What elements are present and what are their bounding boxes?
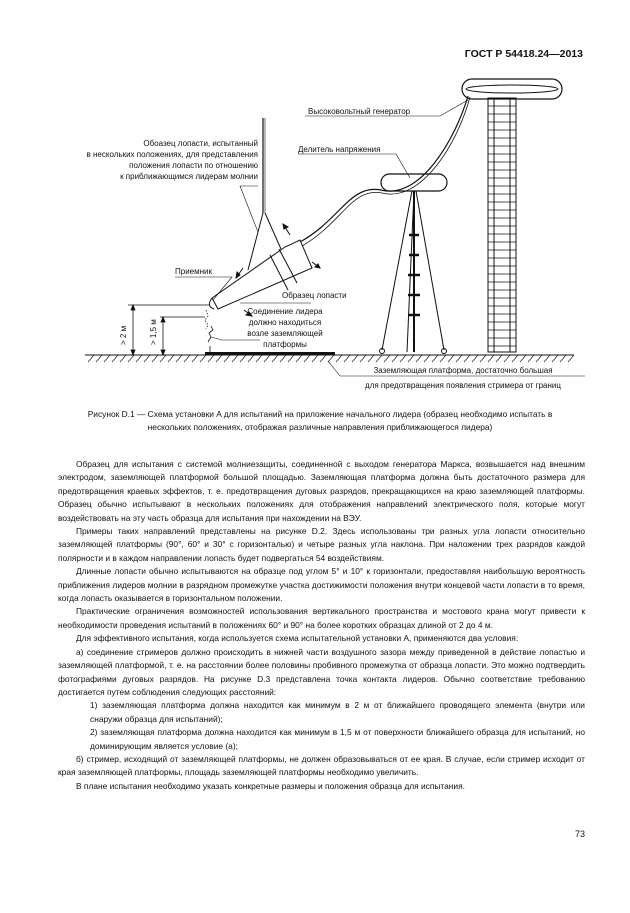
- label-blade-sample: Образец лопасти: [282, 291, 347, 300]
- label-leader-join: [247, 307, 323, 349]
- page-number: 73: [574, 829, 585, 839]
- label-sample-line: положения лопасти по отношению: [129, 161, 258, 170]
- figure-caption: Рисунок D.1 — Схема установки A для испытаний на приложение начального лидера (образец необходимо испытать в нескольких положениях, отображая различные направления приближающегося лидера): [87, 409, 553, 432]
- label-hv-generator: Высоковольтный генератор: [308, 107, 411, 116]
- paragraph: Образец для испытания с системой молниезащиты, соединенной с выходом генератора Маркса, возвышается над внешним электродом, заземляющей платформой большой площадью. Заземляющая платформа должна быть достаточного размера для предотвращения краевых эффектов, т. е. предотвращения дуговых разрядов, прекращающихся на краю заземляющей платформы. Образец обычно испытывают в нескольких положениях для отображения направлений электрического поля, которые могут воздействовать на эту часть образца для испытания при нахождении на ВЭУ.: [58, 459, 585, 523]
- label-sample-line: к приближающимся лидерам молнии: [120, 172, 258, 181]
- paragraph: a) соединение стримеров должно происходить в нижней части воздушного зазора между приведенной в действие лопастью и заземляющей платформой, т. е. на расстоянии более половины пробивного промежутка от образца лопасти. Это можно подтвердить фотографиями дуговых разрядов. На рисунке D.3 представлена точка контакта лидеров. Обычно соответствие требованию достигается путем соблюдения следующих расстояний:: [58, 646, 585, 697]
- paragraph: Длинные лопасти обычно испытываются на образце под углом 5° и 10° к горизонтали, предоставляя наибольшую вероятность приближения лидеров молнии в разрядном промежутке участка достижимости положения внутри концевой части лопасти в то время, когда лопасть оказывается в горизонтальном положении.: [58, 566, 585, 604]
- dimension-lines: [128, 305, 210, 355]
- ground-platform: [205, 352, 335, 355]
- hv-cable: [300, 96, 468, 242]
- paragraph: Примеры таких направлений представлены на рисунке D.2. Здесь использованы три разных угла лопасти относительно заземляющей платформы (90°, 60° и 30° с горизонталью) и четыре разных угла наклона. При наложении трех разрядов каждой полярности и в каждом направлении лопасть будет подвергаться 54 воздействиям.: [58, 526, 585, 563]
- list-item: 2) заземляющая платформа должна находится как минимум в 1,5 м от поверхности ближайшего образца для испытаний, но доминирующим является условие (a);: [90, 727, 585, 751]
- label-dim-15m: > 1,5 м: [149, 319, 158, 345]
- list-item: 1) заземляющая платформа должна находится как минимум в 2 м от ближайшего проводящего элемента (внутри или снаружи образца для испытаний);: [90, 700, 585, 724]
- label-ground-platform-line: Заземляющая платформа, достаточно большая: [373, 366, 553, 375]
- hv-generator: [462, 79, 562, 352]
- label-leader-join-line: должно находиться: [248, 318, 322, 327]
- paragraph: Практические ограничения возможностей использования вертикального пространства и мостового крана могут привести к необходимости проведения испытаний в положениях 60° и 90° на более коротких образцах длиной от 2 до 4 м.: [58, 606, 585, 630]
- label-leader-join-line: платформы: [263, 340, 307, 349]
- label-divider: Делитель напряжения: [298, 145, 381, 154]
- paragraph: Для эффективного испытания, когда используется схема испытательной установки A, применяются два условия:: [76, 633, 519, 644]
- label-dim-2m: > 2 м: [119, 325, 128, 345]
- label-receiver: Приемник: [175, 267, 213, 276]
- body-text: [58, 458, 585, 793]
- label-ground-platform-line: для предотвращения появления стримера от границ: [365, 381, 561, 390]
- paragraph: б) стример, исходящий от заземляющей платформы, не должен образовываться от ее края. В случае, если стример исходит от края заземляющей платформы, площадь заземляющей платформы необходимо увеличить.: [58, 753, 585, 778]
- test-setup-figure: [0, 0, 630, 400]
- paragraph: В плане испытания необходимо указать конкретные размеры и положения образца для испытания.: [76, 780, 465, 791]
- voltage-divider: [380, 174, 448, 354]
- leader-path: [205, 310, 213, 352]
- label-leader-join-line: возле заземляющей: [247, 329, 323, 338]
- label-sample-line: Обоазец лопасти, испытанный: [143, 139, 258, 148]
- ground-surface: [85, 355, 574, 362]
- label-leader-join-line: Соединение лидера: [247, 307, 323, 316]
- label-ground-platform: [365, 366, 561, 390]
- label-sample: [87, 139, 258, 181]
- document-id: ГОСТ Р 54418.24—2013: [464, 48, 583, 60]
- label-sample-line: в нескольких положениях, для представления: [86, 150, 258, 159]
